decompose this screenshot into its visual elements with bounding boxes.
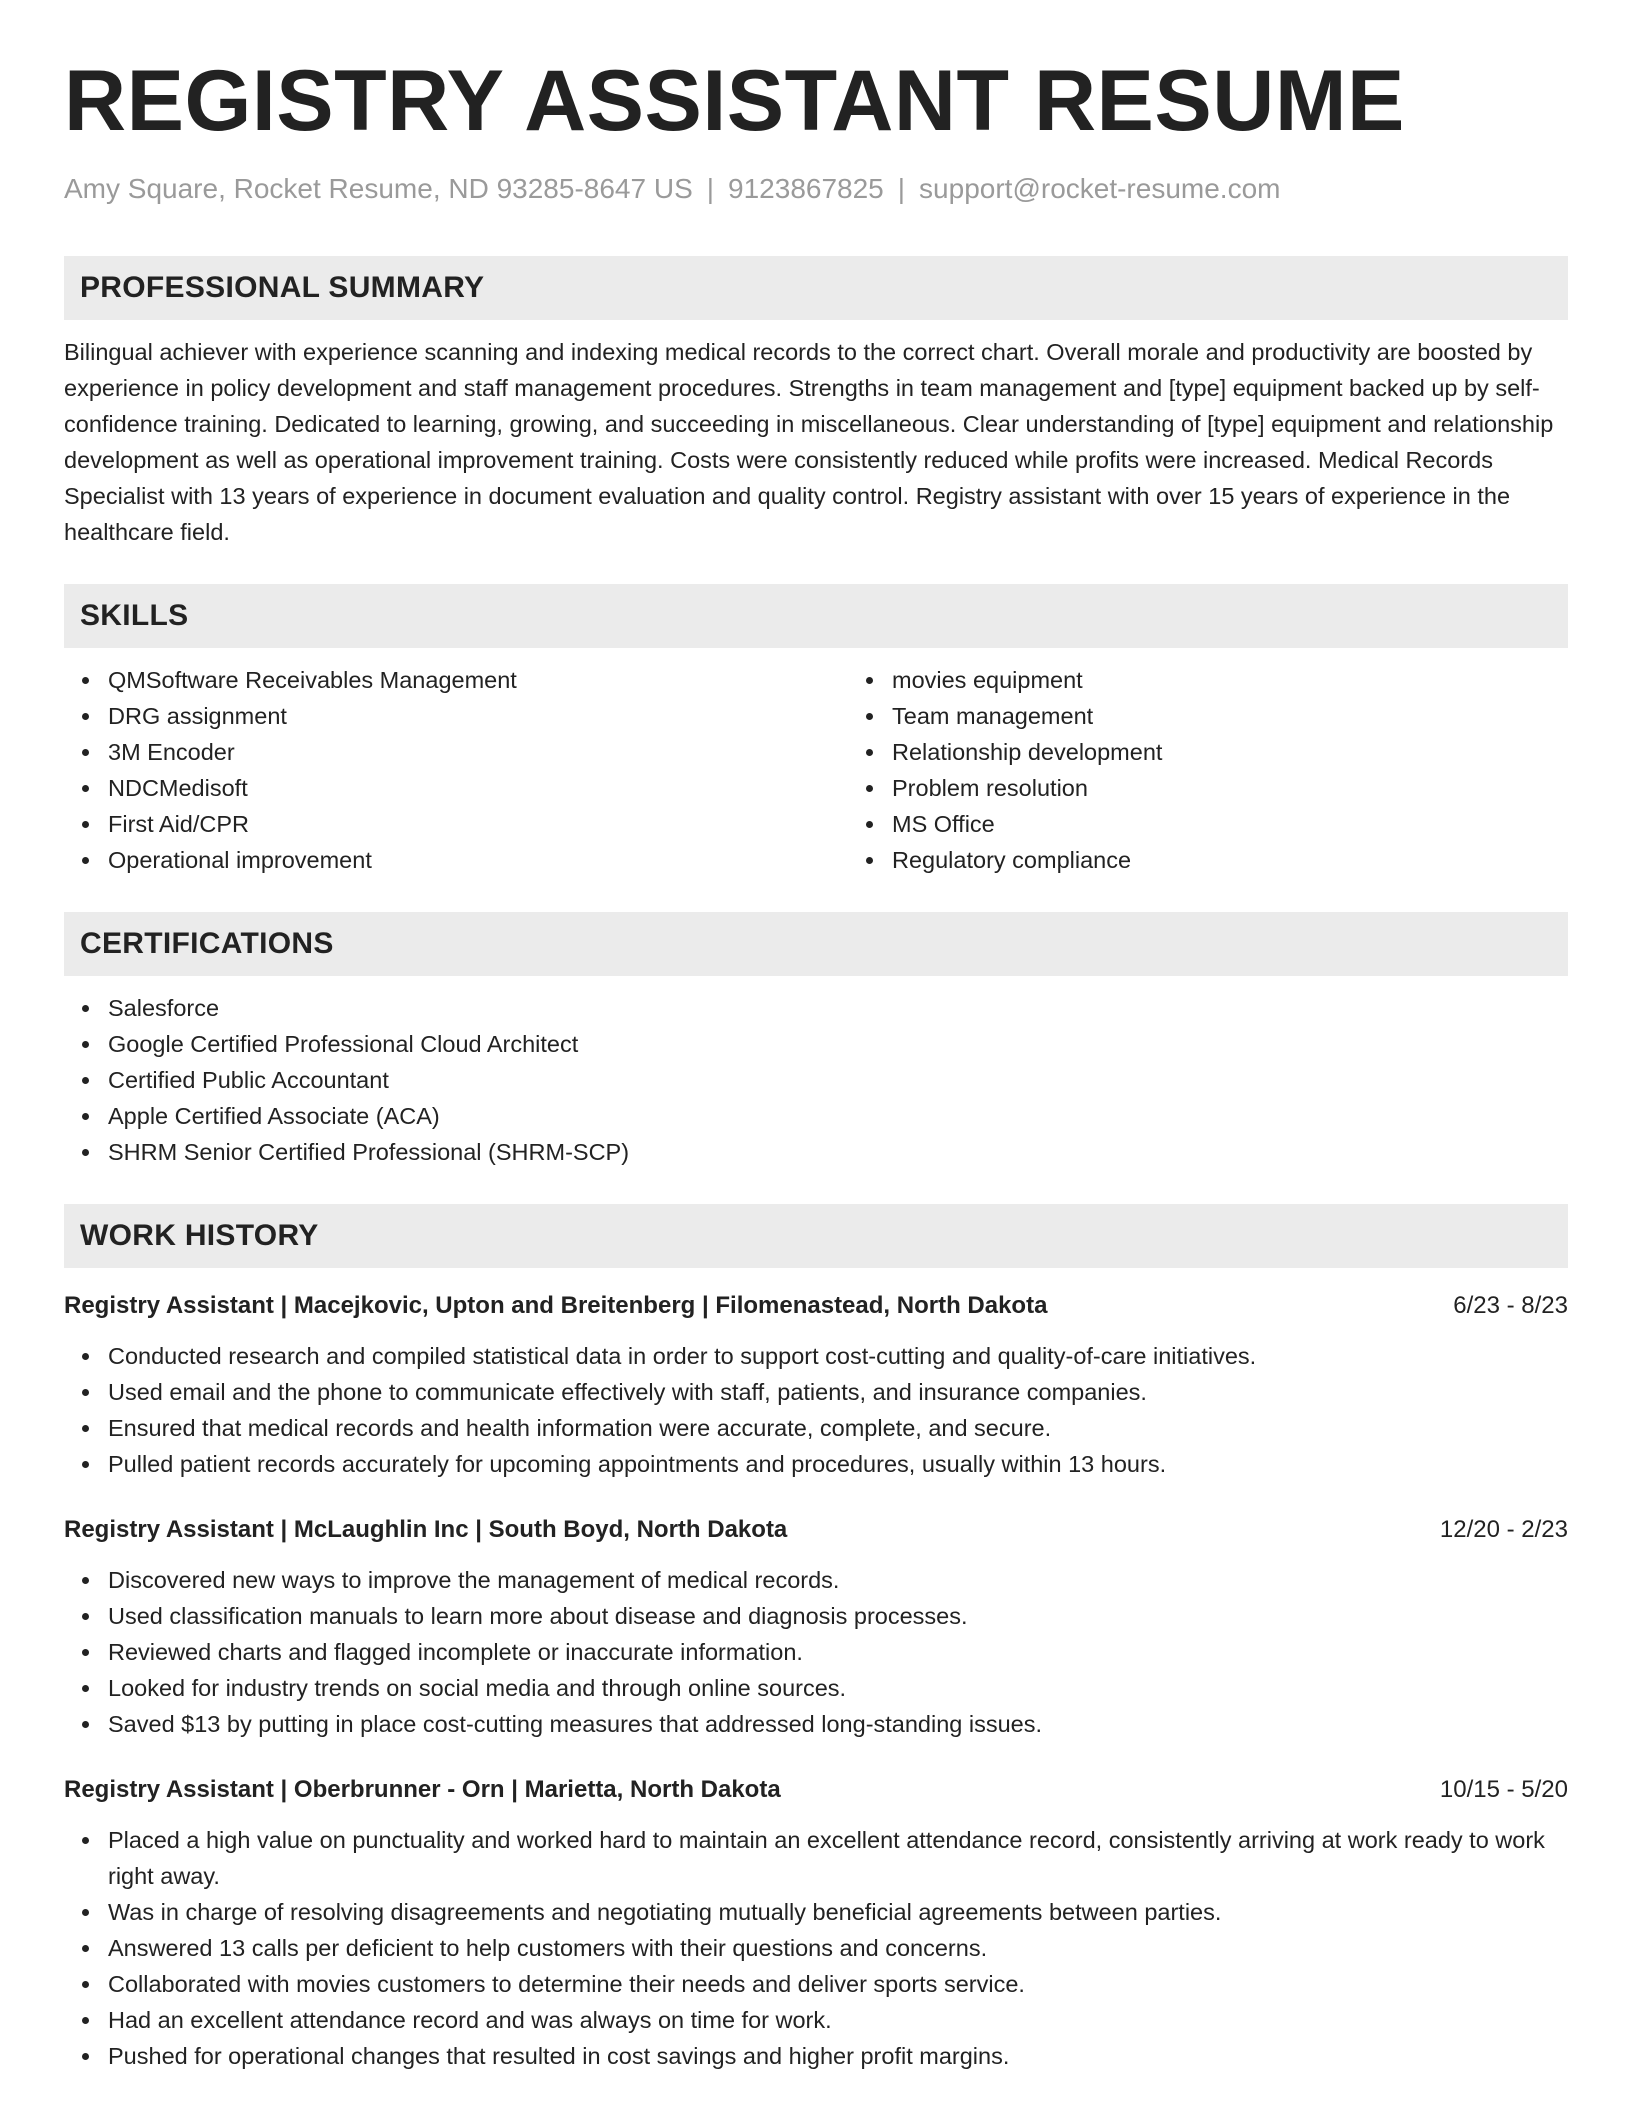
list-item: Salesforce bbox=[108, 990, 1568, 1026]
list-item: Google Certified Professional Cloud Architect bbox=[108, 1026, 1568, 1062]
list-item: Regulatory compliance bbox=[892, 842, 1632, 878]
skills-heading-bar bbox=[64, 584, 1568, 648]
list-item: Answered 13 calls per deficient to help customers with their questions and concerns. bbox=[108, 1930, 1568, 1966]
certifications-list bbox=[64, 990, 1568, 1170]
job-header bbox=[64, 1288, 1568, 1324]
list-item: Looked for industry trends on social media and through online sources. bbox=[108, 1670, 1568, 1706]
job-header bbox=[64, 1512, 1568, 1548]
job-title: Registry Assistant | Oberbrunner - Orn | Marietta, North Dakota bbox=[64, 1775, 781, 1803]
list-item: Ensured that medical records and health information were accurate, complete, and secure. bbox=[108, 1410, 1568, 1446]
list-item: DRG assignment bbox=[108, 698, 848, 734]
list-item: Used classification manuals to learn more about disease and diagnosis processes. bbox=[108, 1598, 1568, 1634]
summary-heading: PROFESSIONAL SUMMARY bbox=[80, 270, 485, 304]
list-item: Placed a high value on punctuality and worked hard to maintain an excellent attendance record, consistently arriving at work ready to work right away. bbox=[108, 1822, 1568, 1894]
list-item: Saved $13 by putting in place cost-cutting measures that addressed long-standing issues. bbox=[108, 1706, 1568, 1742]
work-heading-bar bbox=[64, 1204, 1568, 1268]
list-item: First Aid/CPR bbox=[108, 806, 848, 842]
job-entry bbox=[64, 1288, 1568, 1482]
list-item: Discovered new ways to improve the management of medical records. bbox=[108, 1562, 1568, 1598]
list-item: NDCMedisoft bbox=[108, 770, 848, 806]
job-dates: 10/15 - 5/20 bbox=[1439, 1775, 1568, 1803]
summary-text: Bilingual achiever with experience scanning and indexing medical records to the correct chart. Overall morale and productivity are boosted by experience in policy development and staff management procedures. Strengths in team management and [type] equipment backed up by self-confidence training. Dedicated to learning, growing, and succeeding in miscellaneous. Clear understanding of [type] equipment and relationship development as well as operational improvement training. Costs were consistently reduced while profits were increased. Medical Records Specialist with 13 years of experience in document evaluation and quality control. Registry assistant with over 15 years of experience in the healthcare field. bbox=[64, 338, 1554, 545]
list-item: Used email and the phone to communicate effectively with staff, patients, and insurance companies. bbox=[108, 1374, 1568, 1410]
list-item: Operational improvement bbox=[108, 842, 848, 878]
list-item: Problem resolution bbox=[892, 770, 1632, 806]
contact-separator: | bbox=[897, 173, 906, 204]
job-header bbox=[64, 1772, 1568, 1808]
list-item: Apple Certified Associate (ACA) bbox=[108, 1098, 1568, 1134]
contact-separator: | bbox=[706, 173, 715, 204]
skills-left-list bbox=[64, 662, 848, 878]
skills-right-list bbox=[848, 662, 1632, 878]
list-item: Collaborated with movies customers to determine their needs and deliver sports service. bbox=[108, 1966, 1568, 2002]
work-heading: WORK HISTORY bbox=[80, 1218, 319, 1252]
certifications-heading: CERTIFICATIONS bbox=[80, 926, 334, 960]
summary-heading-bar bbox=[64, 256, 1568, 320]
job-bullets bbox=[64, 1822, 1568, 2074]
list-item: Team management bbox=[892, 698, 1632, 734]
list-item: Pulled patient records accurately for upcoming appointments and procedures, usually within 13 hours. bbox=[108, 1446, 1568, 1482]
job-entry bbox=[64, 1512, 1568, 1742]
resume-title: REGISTRY ASSISTANT RESUME bbox=[64, 53, 1405, 149]
job-title: Registry Assistant | McLaughlin Inc | South Boyd, North Dakota bbox=[64, 1515, 788, 1543]
list-item: Had an excellent attendance record and was always on time for work. bbox=[108, 2002, 1568, 2038]
list-item: QMSoftware Receivables Management bbox=[108, 662, 848, 698]
job-dates: 12/20 - 2/23 bbox=[1439, 1515, 1568, 1543]
job-title: Registry Assistant | Macejkovic, Upton and Breitenberg | Filomenastead, North Dakota bbox=[64, 1291, 1048, 1319]
list-item: SHRM Senior Certified Professional (SHRM-SCP) bbox=[108, 1134, 1568, 1170]
certifications-heading-bar bbox=[64, 912, 1568, 976]
list-item: Reviewed charts and flagged incomplete or inaccurate information. bbox=[108, 1634, 1568, 1670]
list-item: 3M Encoder bbox=[108, 734, 848, 770]
contact-line bbox=[64, 172, 1568, 206]
list-item: MS Office bbox=[892, 806, 1632, 842]
list-item: Certified Public Accountant bbox=[108, 1062, 1568, 1098]
list-item: Was in charge of resolving disagreements and negotiating mutually beneficial agreements between parties. bbox=[108, 1894, 1568, 1930]
job-bullets bbox=[64, 1338, 1568, 1482]
list-item: movies equipment bbox=[892, 662, 1632, 698]
contact-phone: 9123867825 bbox=[728, 173, 884, 204]
list-item: Relationship development bbox=[892, 734, 1632, 770]
skills-grid bbox=[64, 648, 1568, 878]
contact-address: Amy Square, Rocket Resume, ND 93285-8647 US bbox=[64, 173, 693, 204]
contact-email: support@rocket-resume.com bbox=[919, 173, 1281, 204]
job-entry bbox=[64, 1772, 1568, 2074]
job-dates: 6/23 - 8/23 bbox=[1453, 1291, 1568, 1319]
list-item: Pushed for operational changes that resulted in cost savings and higher profit margins. bbox=[108, 2038, 1568, 2074]
skills-heading: SKILLS bbox=[80, 598, 189, 632]
work-history-list bbox=[64, 1288, 1568, 2074]
list-item: Conducted research and compiled statistical data in order to support cost-cutting and quality-of-care initiatives. bbox=[108, 1338, 1568, 1374]
job-bullets bbox=[64, 1562, 1568, 1742]
